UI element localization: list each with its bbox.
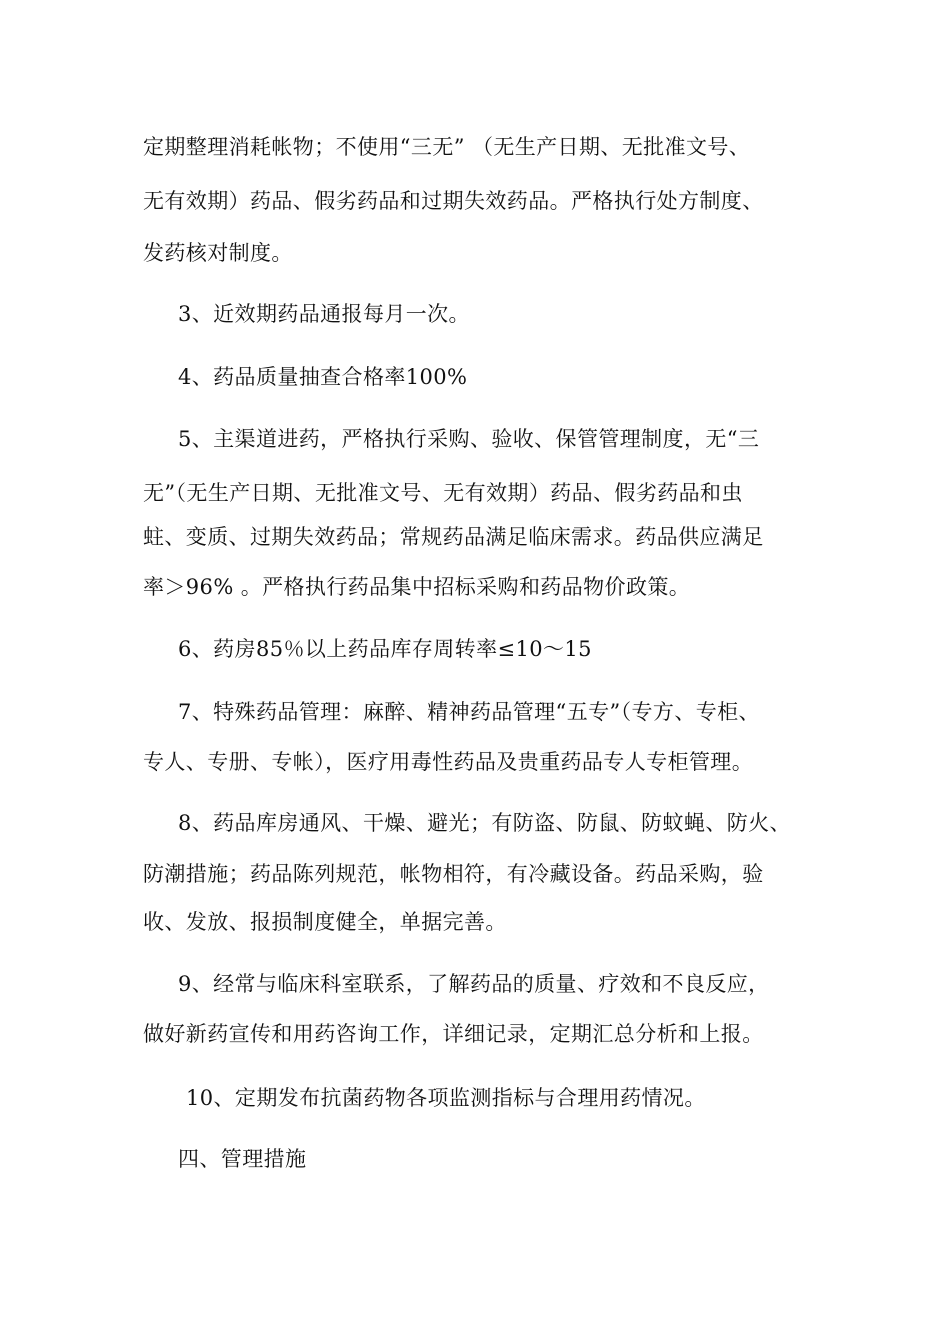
section-heading: 四、管理措施 [178, 1147, 307, 1171]
text-line: 防潮措施；药品陈列规范，帐物相符，有冷藏设备。药品采购，验 [143, 862, 764, 886]
list-item-7: 7、特殊药品管理：麻醉、精神药品管理“五专”（专方、专柜、 [178, 700, 760, 724]
list-item-5: 5、主渠道进药，严格执行采购、验收、保管管理制度，无“三 [178, 427, 760, 451]
text-line: 做好新药宣传和用药咨询工作，详细记录，定期汇总分析和上报。 [143, 1022, 764, 1046]
text-line: 无”（无生产日期、无批准文号、无有效期）药品、假劣药品和虫 [143, 481, 743, 505]
list-item-3: 3、近效期药品通报每月一次。 [178, 302, 470, 326]
list-item-10: 10、定期发布抗菌药物各项监测指标与合理用药情况。 [186, 1086, 706, 1110]
list-item-6: 6、药房85％以上药品库存周转率≤10～15 [178, 637, 592, 661]
text-line: 发药核对制度。 [143, 241, 293, 265]
list-item-8: 8、药品库房通风、干燥、避光；有防盗、防鼠、防蚊蝇、防火、 [178, 811, 791, 835]
text-line: 定期整理消耗帐物；不使用“三无” （无生产日期、无批准文号、 [143, 135, 751, 159]
text-line: 专人、专册、专帐），医疗用毒性药品及贵重药品专人专柜管理。 [143, 750, 754, 774]
text-line: 收、发放、报损制度健全，单据完善。 [143, 910, 507, 934]
list-item-4: 4、药品质量抽查合格率100% [178, 365, 468, 389]
text-line: 无有效期）药品、假劣药品和过期失效药品。严格执行处方制度、 [143, 189, 764, 213]
text-line: 率＞96% 。严格执行药品集中招标采购和药品物价政策。 [143, 575, 691, 599]
list-item-9: 9、经常与临床科室联系，了解药品的质量、疗效和不良反应， [178, 972, 770, 996]
text-line: 蛀、变质、过期失效药品；常规药品满足临床需求。药品供应满足 [143, 525, 764, 549]
